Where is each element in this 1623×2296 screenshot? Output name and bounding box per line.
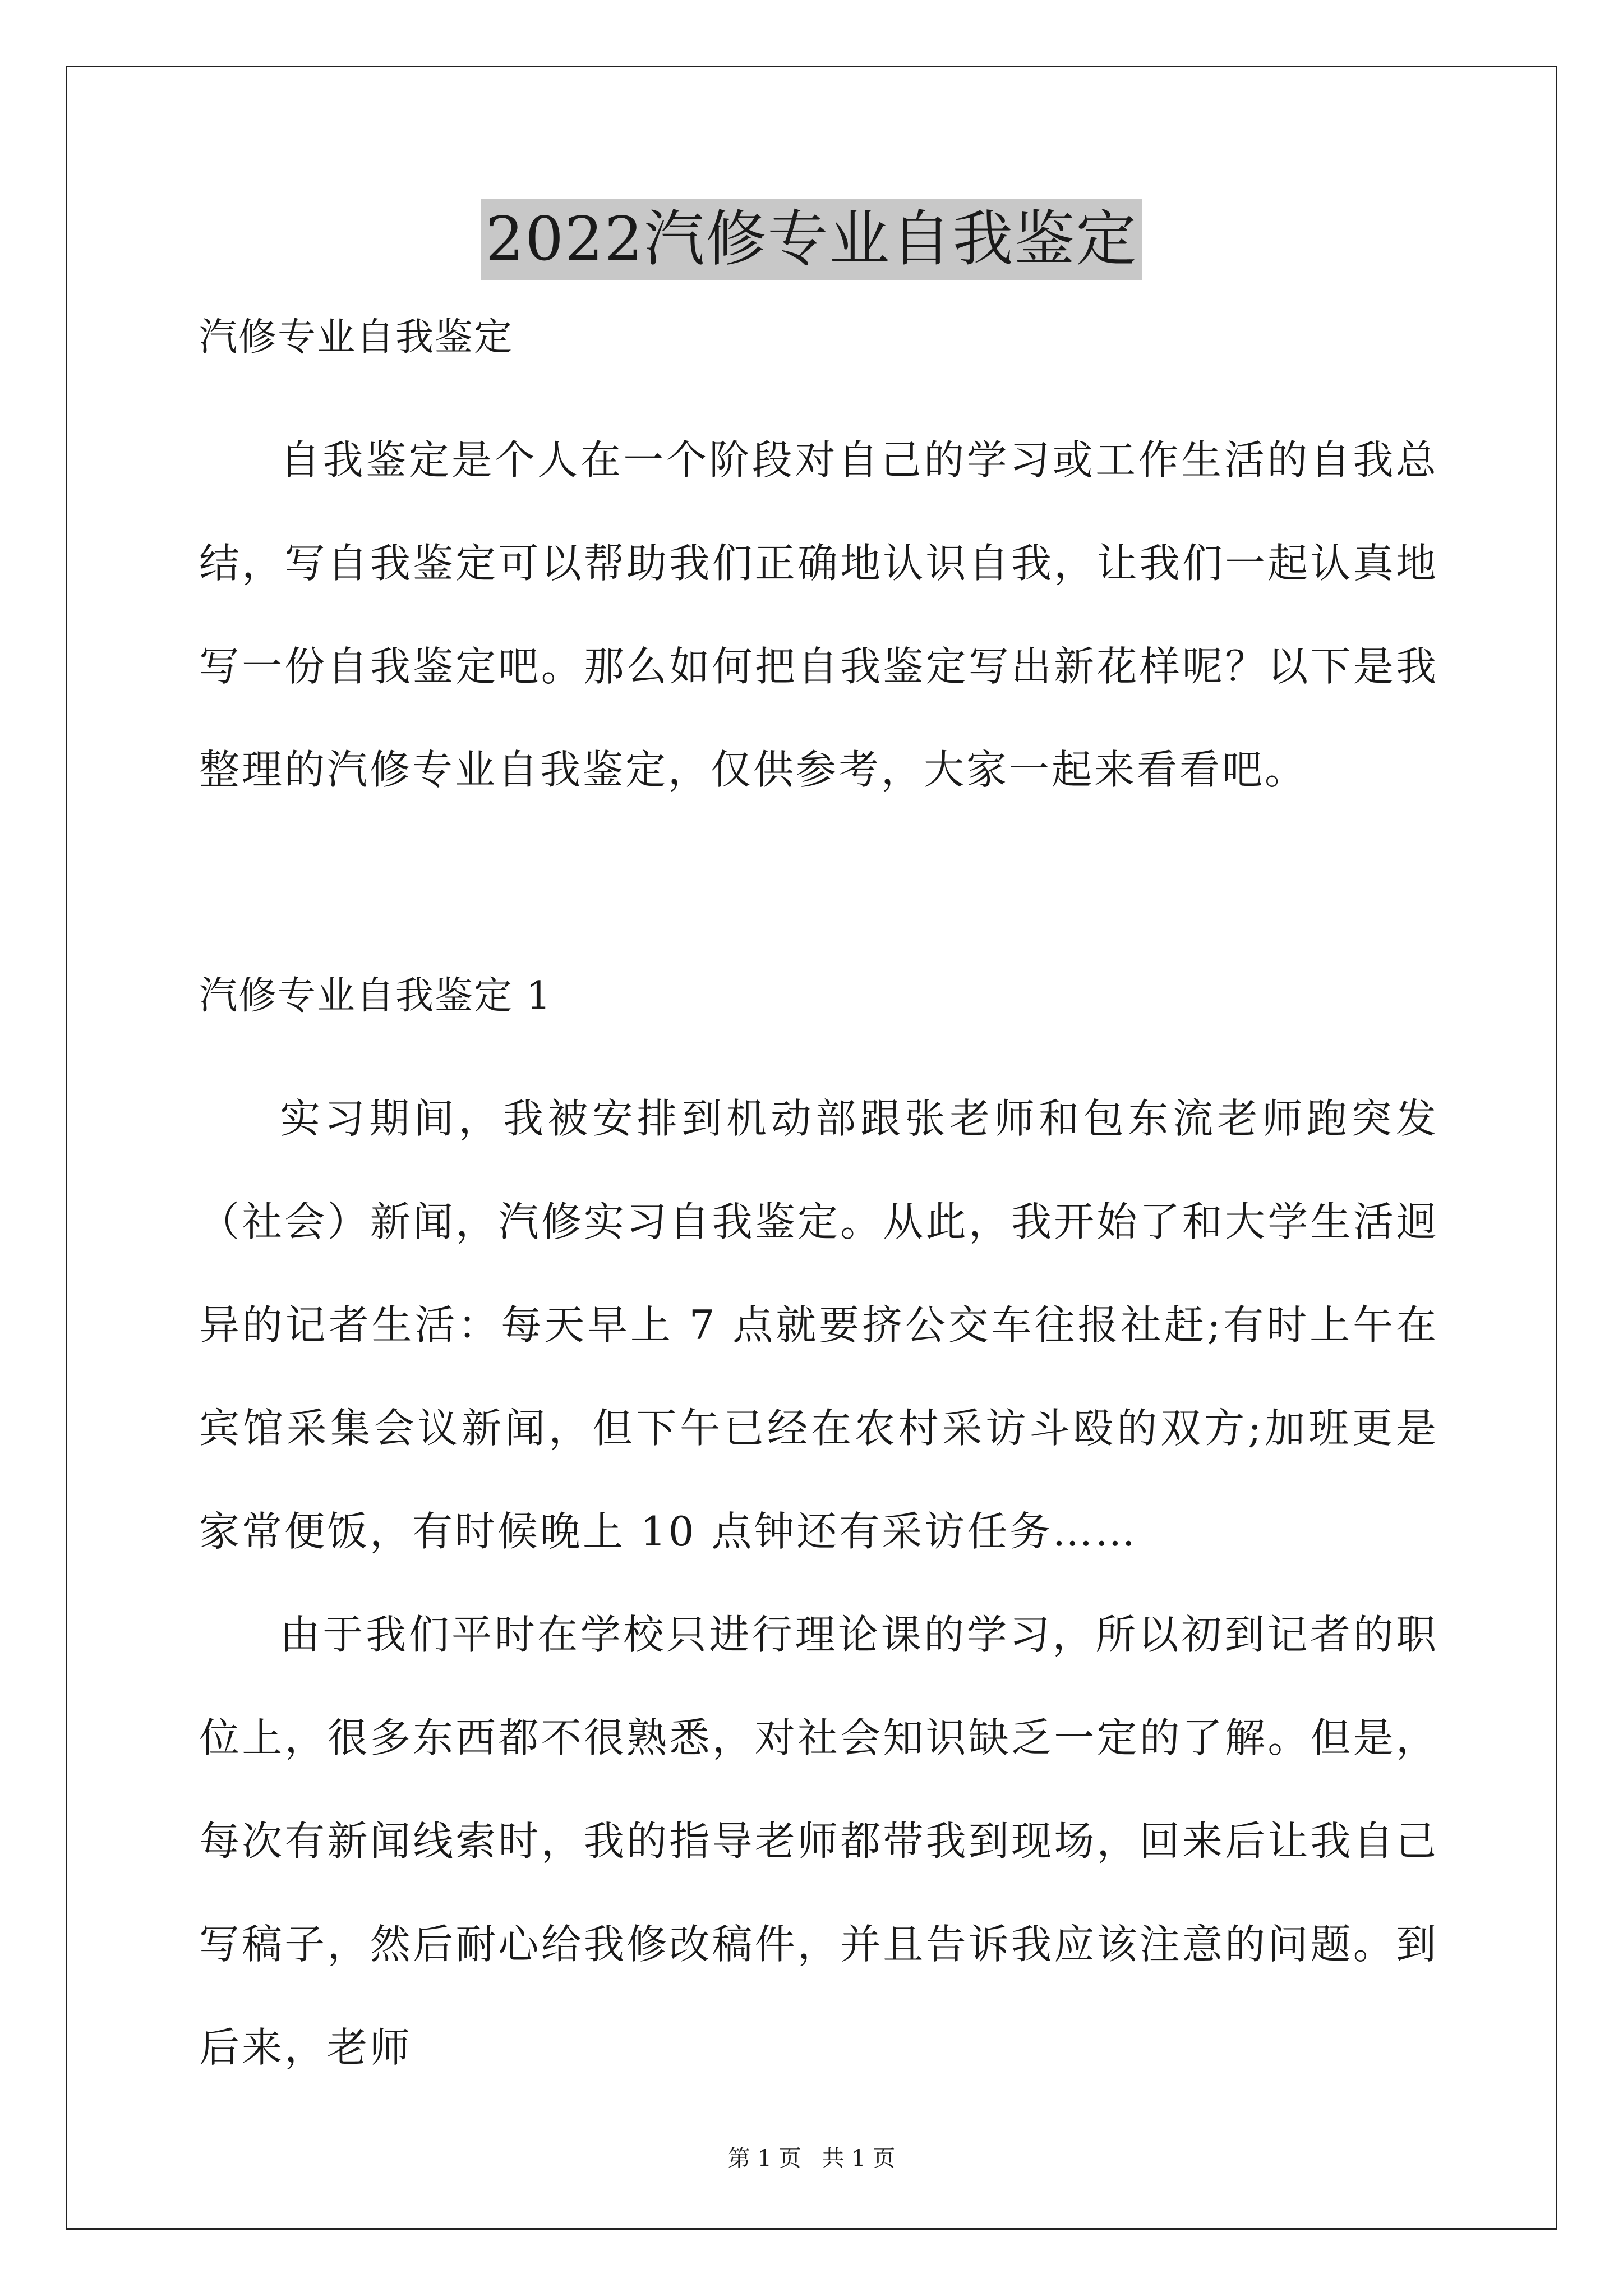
page-total: 共 1 页 [822, 2146, 896, 2171]
document-body [199, 310, 1438, 2099]
title-container [0, 199, 1623, 280]
section1-heading: 汽修专业自我鉴定 1 [199, 974, 552, 1018]
intro-heading: 汽修专业自我鉴定 [199, 315, 514, 360]
section1-paragraph-1: 实习期间，我被安排到机动部跟张老师和包东流老师跑突发（社会）新闻，汽修实习自我鉴定。从此，我开始了和大学生活迥异的记者生活：每天早上 7 点就要挤公交车往报社赶;有时上午在宾馆采集会议新闻，但下午已经在农村采访斗殴的双方;加班更是家常便饭，有时候晚上 10 点钟还有采访任务…… [199, 1095, 1438, 1555]
spacer [199, 1024, 1438, 1067]
spacer [199, 366, 1438, 408]
document-title: 2022汽修专业自我鉴定 [481, 199, 1142, 280]
page-number: 第 1 页 [727, 2146, 801, 2171]
page-footer [0, 2142, 1623, 2175]
section1-paragraph-2: 由于我们平时在学校只进行理论课的学习，所以初到记者的职位上，很多东西都不很熟悉，对社会知识缺乏一定的了解。但是，每次有新闻线索时，我的指导老师都带我到现场，回来后让我自己写稿子，然后耐心给我修改稿件，并且告诉我应该注意的问题。到后来，老师 [199, 1611, 1438, 2071]
spacer [199, 821, 1438, 968]
intro-paragraph: 自我鉴定是个人在一个阶段对自己的学习或工作生活的自我总结，写自我鉴定可以帮助我们正确地认识自我，让我们一起认真地写一份自我鉴定吧。那么如何把自我鉴定写出新花样呢？以下是我整理的汽修专业自我鉴定，仅供参考，大家一起来看看吧。 [199, 436, 1438, 793]
